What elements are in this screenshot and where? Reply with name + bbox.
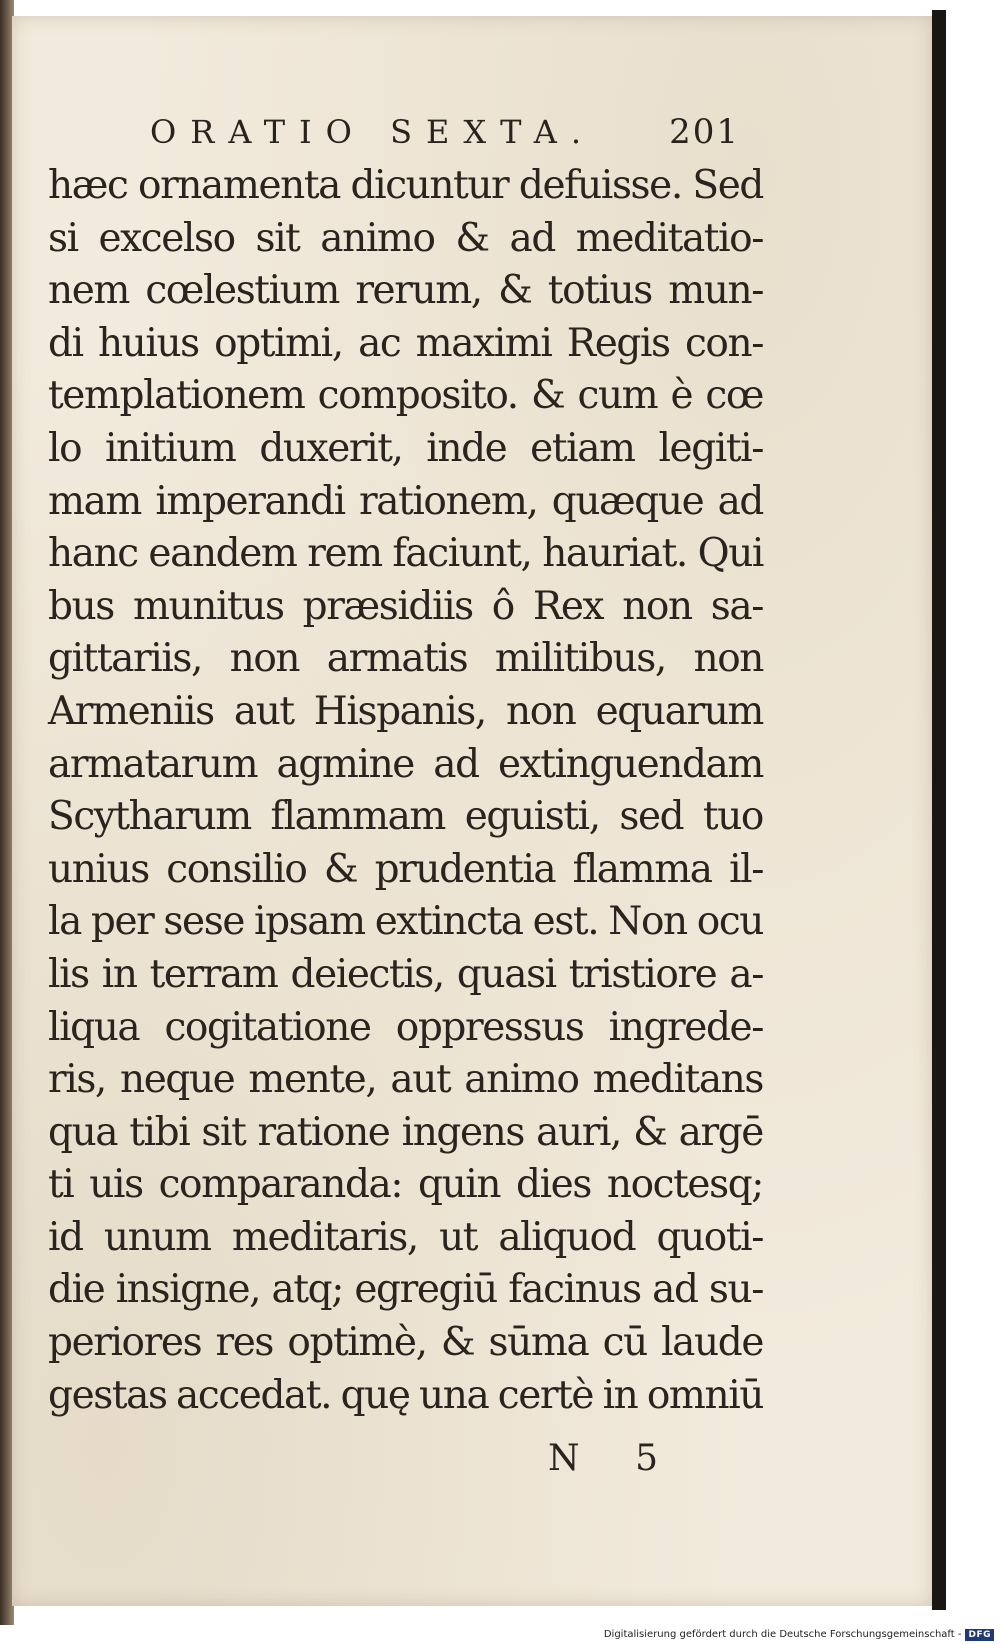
running-title: ORATIO SEXTA. <box>150 113 596 151</box>
text-line: Armeniis aut Hispanis, non equarum <box>48 688 763 734</box>
text-line: di huius optimi, ac maximi Regis con- <box>48 320 763 366</box>
text-line: id unum meditaris, ut aliquod quoti- <box>48 1214 763 1260</box>
text-line: lo initium duxerit, inde etiam legiti- <box>48 425 763 471</box>
page-right-edge <box>932 10 946 1610</box>
text-line: lis in terram deiectis, quasi tristiore a- <box>48 951 763 997</box>
text-line: liqua cogitatione oppressus ingrede- <box>48 1004 763 1050</box>
text-line: armatarum agmine ad extinguendam <box>48 741 763 787</box>
text-line: la per sese ipsam extincta est. Non ocu <box>48 899 763 945</box>
text-line: ris, neque mente, aut animo meditans <box>48 1057 763 1103</box>
text-line: mam imperandi rationem, quæque ad <box>48 478 763 524</box>
text-line: periores res optimè, & sūma cū laude <box>48 1320 763 1366</box>
text-line: bus munitus præsidiis ô Rex non sa- <box>48 583 763 629</box>
running-head <box>150 112 740 156</box>
body-text <box>48 160 763 1422</box>
text-line: hanc eandem rem faciunt, hauriat. Qui <box>48 531 763 577</box>
digitization-footer <box>0 1625 1000 1644</box>
text-line: unius consilio & prudentia flamma il- <box>48 846 763 892</box>
text-line: gestas accedat. quę una certè in omniū <box>48 1372 763 1418</box>
page-number: 201 <box>669 112 740 152</box>
text-line: nem cœlestium rerum, & totius mun- <box>48 268 763 314</box>
funding-credit: Digitalisierung gefördert durch die Deutsche Forschungsgemeinschaft - <box>603 1629 962 1640</box>
text-line: hæc ornamenta dicuntur defuisse. Sed <box>48 163 763 208</box>
text-line: gittariis, non armatis militibus, non <box>48 636 763 682</box>
dfg-logo: DFG <box>965 1629 994 1641</box>
text-line: qua tibi sit ratione ingens auri, & argē <box>48 1109 763 1155</box>
text-line: si excelso sit animo & ad meditatio- <box>48 215 763 261</box>
text-line: die insigne, atq; egregiū facinus ad su- <box>48 1267 763 1313</box>
text-line: templationem composito. & cum è cœ <box>48 373 763 419</box>
text-line: Scytharum flammam eguisti, sed tuo <box>48 794 763 840</box>
signature-mark <box>548 1438 658 1482</box>
signature-letter: N <box>548 1438 580 1479</box>
signature-number: 5 <box>635 1438 658 1479</box>
text-line: ti uis comparanda: quin dies noctesq; <box>48 1162 763 1208</box>
